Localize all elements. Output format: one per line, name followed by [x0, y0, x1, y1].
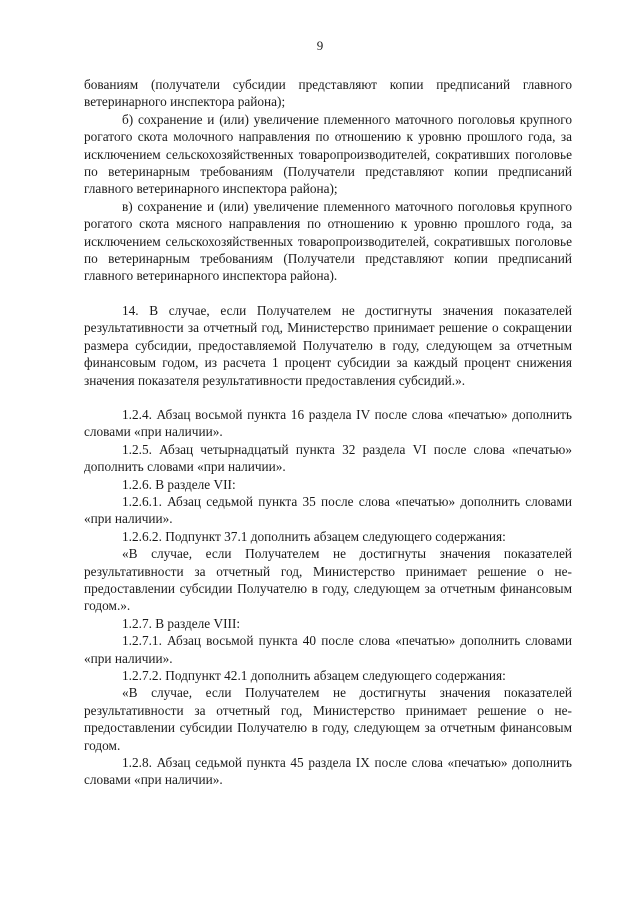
paragraph-1-2-6-1: 1.2.6.1. Абзац седьмой пункта 35 после слова «печатью» дополнить словами «при наличии». [84, 493, 572, 527]
paragraph-item-v: в) сохранение и (или) увеличение племенного маточного поголовья крупного рогатого скота мясного направления по отношению к уровню прошлого года, за исключением сельскохозяйственных товаропроизводителей, сократившых поголовье по ветеринарным требованиям (Получатели представляют копии предписаний главного ветеринарного инспектора района). [84, 198, 572, 284]
paragraph-1-2-6-2: 1.2.6.2. Подпункт 37.1 дополнить абзацем следующего содержания: [122, 528, 506, 544]
paragraph-1-2-4: 1.2.4. Абзац восьмой пункта 16 раздела IV после слова «печатью» дополнить словами «при наличии». [84, 406, 572, 440]
paragraph-1-2-7: 1.2.7. В разделе VIII: [122, 615, 241, 631]
paragraph-quote-42-1: «В случае, если Получателем не достигнуты значения показателей результативности за отчетный год, Министерство принимает решение о не-предоставлении субсидии Получателю в году, следующем за отчетным финансовым годом. [84, 685, 572, 753]
paragraph-continuation: бованиям (получатели субсидии представляют копии предписаний главного ветеринарного инспектора района); [84, 77, 572, 110]
paragraph-1-2-5: 1.2.5. Абзац четырнадцатый пункта 32 раздела VI после слова «печатью» дополнить словами «при наличии». [84, 441, 572, 475]
paragraph-item-b: б) сохранение и (или) увеличение племенного маточного поголовья крупного рогатого скота молочного направления по отношению к уровню прошлого года, за исключением сельскохозяйственных товаропроизводителей, сокративших поголовье по ветеринарным требованиям (Получатели представляют копии предписаний главного ветеринарного инспектора района); [84, 111, 572, 197]
document-body [84, 76, 572, 789]
paragraph-1-2-8: 1.2.8. Абзац седьмой пункта 45 раздела IX после слова «печатью» дополнить словами «при наличии». [84, 755, 572, 788]
paragraph-1-2-7-2: 1.2.7.2. Подпункт 42.1 дополнить абзацем следующего содержания: [122, 668, 506, 683]
paragraph-1-2-6: 1.2.6. В разделе VII: [122, 476, 236, 492]
page-number: 9 [316, 38, 324, 53]
paragraph-1-2-7-1: 1.2.7.1. Абзац восьмой пункта 40 после слова «печатью» дополнить словами «при наличии». [84, 633, 572, 666]
paragraph-quote-37-1: «В случае, если Получателем не достигнуты значения показателей результативности за отчетный год, Министерство принимает решение о не-предоставлении субсидии Получателю в году, следующем за отчетным финансовым годом.». [84, 546, 572, 614]
paragraph-clause-14: 14. В случае, если Получателем не достигнуты значения показателей результативности за отчетный год, Министерство принимает решение о сокращении размера субсидии, предоставляемой Получателю в году, следующем за отчетным финансовым годом, из расчета 1 процент субсидии за каждый процент снижения значения показателя результативности предоставления субсидий.». [84, 302, 572, 388]
